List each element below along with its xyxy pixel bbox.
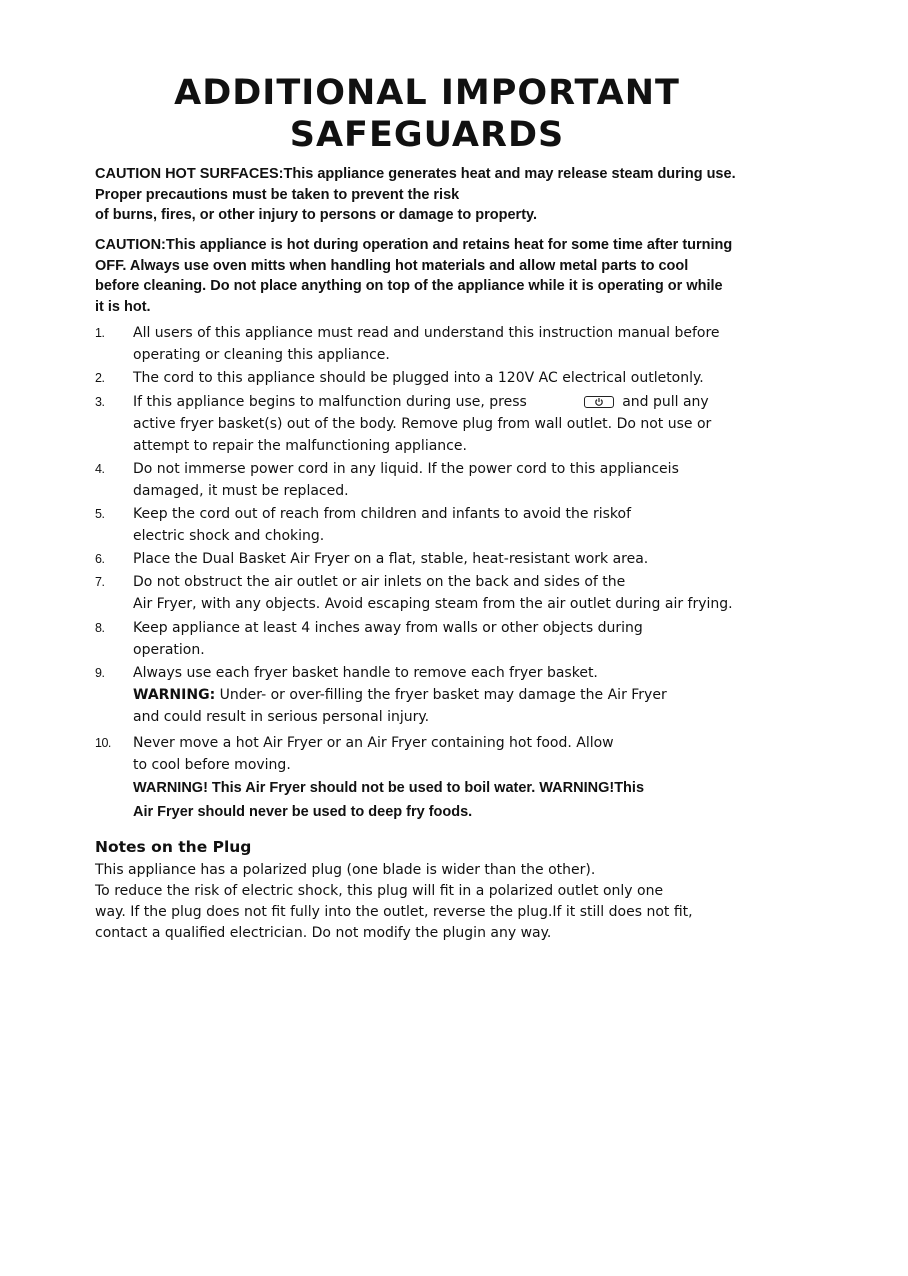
title-line-2: SAFEGUARDS [289,115,565,155]
caution-hot-line: of burns, fires, or other injury to persons or damage to property. [95,207,538,223]
caution-hot-surfaces [95,164,815,226]
notes-body [95,860,815,944]
item-text: All users of this appliance must read and understand this instruction manual before [133,325,720,341]
notes-line: way. If the plug does not fit fully into the outlet, reverse the plug.If it still does not fit, [95,904,693,920]
item-number: 7. [95,575,105,589]
caution-off [95,235,815,317]
power-button-icon [584,396,614,408]
item-text: Keep appliance at least 4 inches away from walls or other objects during [133,620,643,636]
item-text: operating or cleaning this appliance. [133,347,390,363]
caution-hot-line: CAUTION HOT SURFACES:This appliance generates heat and may release steam during use. [95,166,736,182]
notes-line: This appliance has a polarized plug (one blade is wider than the other). [95,862,596,878]
item-text: Never move a hot Air Fryer or an Air Fryer containing hot food. Allow [133,735,614,751]
item-text: Place the Dual Basket Air Fryer on a flat, stable, heat-resistant work area. [133,551,649,567]
item-number: 1. [95,326,105,340]
item-text: and pull any [622,394,709,410]
item-text: The cord to this appliance should be plugged into a 120V AC electrical outletonly. [133,370,704,386]
item-text: Air Fryer, with any objects. Avoid escaping steam from the air outlet during air frying. [133,596,733,612]
warning-text: Under- or over-filling the fryer basket may damage the Air Fryer [215,687,667,703]
item-text: Keep the cord out of reach from children and infants to avoid the riskof [133,506,632,522]
caution-off-line: before cleaning. Do not place anything on top of the appliance while it is operating or while [95,278,723,294]
notes-heading: Notes on the Plug [95,838,252,856]
item-number: 8. [95,621,105,635]
item-text: electric shock and choking. [133,528,325,544]
warning-label: WARNING: [133,687,216,703]
item-number: 9. [95,666,105,680]
item-text: attempt to repair the malfunctioning appliance. [133,438,467,454]
item-number: 5. [95,507,105,521]
notes-line: contact a qualified electrician. Do not modify the plugin any way. [95,925,552,941]
warning-bold-line: Air Fryer should never be used to deep fry foods. [133,804,473,820]
item-number: 3. [95,395,105,409]
item-number: 10. [95,736,111,750]
warning-bold-line: WARNING! This Air Fryer should not be used to boil water. WARNING!This [133,780,645,796]
item-text: active fryer basket(s) out of the body. Remove plug from wall outlet. Do not use or [133,416,712,432]
item-text: Always use each fryer basket handle to remove each fryer basket. [133,665,598,681]
item-text: Do not obstruct the air outlet or air inlets on the back and sides of the [133,574,626,590]
title-line-1: ADDITIONAL IMPORTANT [174,73,680,113]
page-title [0,72,854,156]
item-text: operation. [133,642,205,658]
item-number: 6. [95,552,105,566]
caution-off-line: OFF. Always use oven mitts when handling hot materials and allow metal parts to cool [95,257,689,274]
item-number: 4. [95,462,105,476]
item-text: damaged, it must be replaced. [133,483,349,499]
item-text: Do not immerse power cord in any liquid. If the power cord to this applianceis [133,461,679,477]
caution-off-line: CAUTION:This appliance is hot during operation and retains heat for some time after turning [95,237,733,253]
warning-text: and could result in serious personal injury. [133,709,430,725]
caution-hot-line: Proper precautions must be taken to prevent the risk [95,186,460,203]
item-number: 2. [95,371,105,385]
caution-off-line: it is hot. [95,298,151,315]
notes-line: To reduce the risk of electric shock, this plug will fit in a polarized outlet only one [95,883,664,899]
item-text: If this appliance begins to malfunction during use, press [133,394,527,410]
item-text: to cool before moving. [133,757,291,773]
